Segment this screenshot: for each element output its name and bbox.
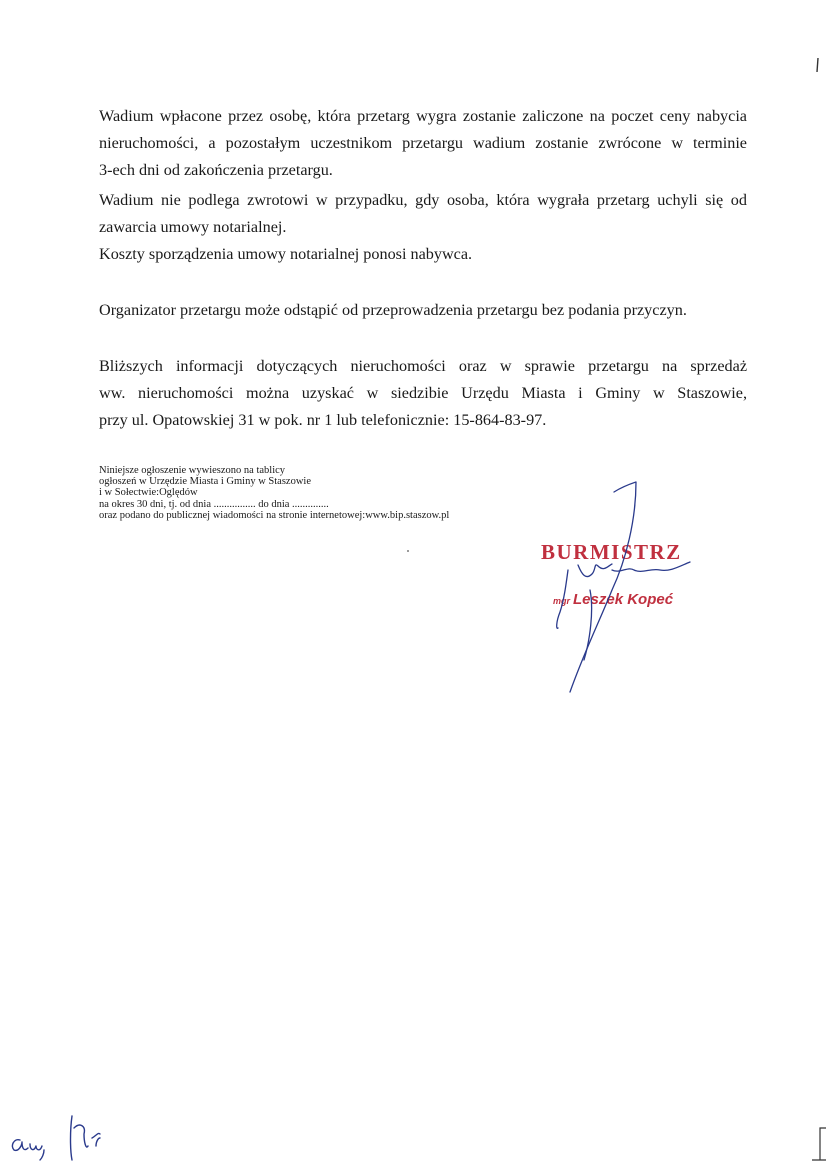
notice-line: ogłoszeń w Urzędzie Miasta i Gminy w Staszowie [99, 476, 311, 488]
crop-mark-icon [812, 1128, 826, 1160]
text-line: 3-ech dni od zakończenia przetargu. [99, 161, 333, 179]
text-line: zawarcia umowy notarialnej. [99, 218, 287, 236]
notice-line: na okres 30 dni, tj. od dnia ................ do dnia .............. [99, 498, 329, 510]
signature-icon [557, 482, 690, 692]
text-line: Wadium nie podlega zwrotowi w przypadku, gdy osoba, która wygrała przetarg uchyli się od [99, 191, 747, 209]
text-line: Wadium wpłacone przez osobę, która przetarg wygra zostanie zaliczone na poczet ceny nabycia [99, 107, 747, 125]
text-line: Koszty sporządzenia umowy notarialnej ponosi nabywca. [99, 245, 473, 263]
notice-line: Niniejsze ogłoszenie wywieszono na tablicy [99, 465, 286, 476]
stamp-name-text: Leszek Kopeć [573, 591, 674, 608]
initials-icon [12, 1116, 100, 1160]
notice-line: i w Sołectwie:Oględów [99, 487, 198, 499]
notice-line: oraz podano do publicznej wiadomości na stronie internetowej:www.bip.staszow.pl [99, 509, 450, 521]
text-line: ww. nieruchomości można uzyskać w siedzibie Urzędu Miasta i Gminy w Staszowie, [99, 384, 747, 402]
text-line: Bliższych informacji dotyczących nieruchomości oraz w sprawie przetargu na sprzedaż [99, 357, 747, 375]
text-line: przy ul. Opatowskiej 31 w pok. nr 1 lub telefonicznie: 15-864-83-97. [99, 411, 547, 429]
text-line: nieruchomości, a pozostałym uczestnikom przetargu wadium zostanie zwrócone w terminie [99, 134, 747, 152]
text-line: Organizator przetargu może odstąpić od przeprowadzenia przetargu bez podania przyczyn. [99, 301, 687, 319]
speck-icon [407, 550, 409, 552]
stamp-name-prefix: mgr [553, 596, 571, 606]
margin-mark-icon [817, 58, 818, 72]
stamp-title: BURMISTRZ [541, 540, 682, 564]
